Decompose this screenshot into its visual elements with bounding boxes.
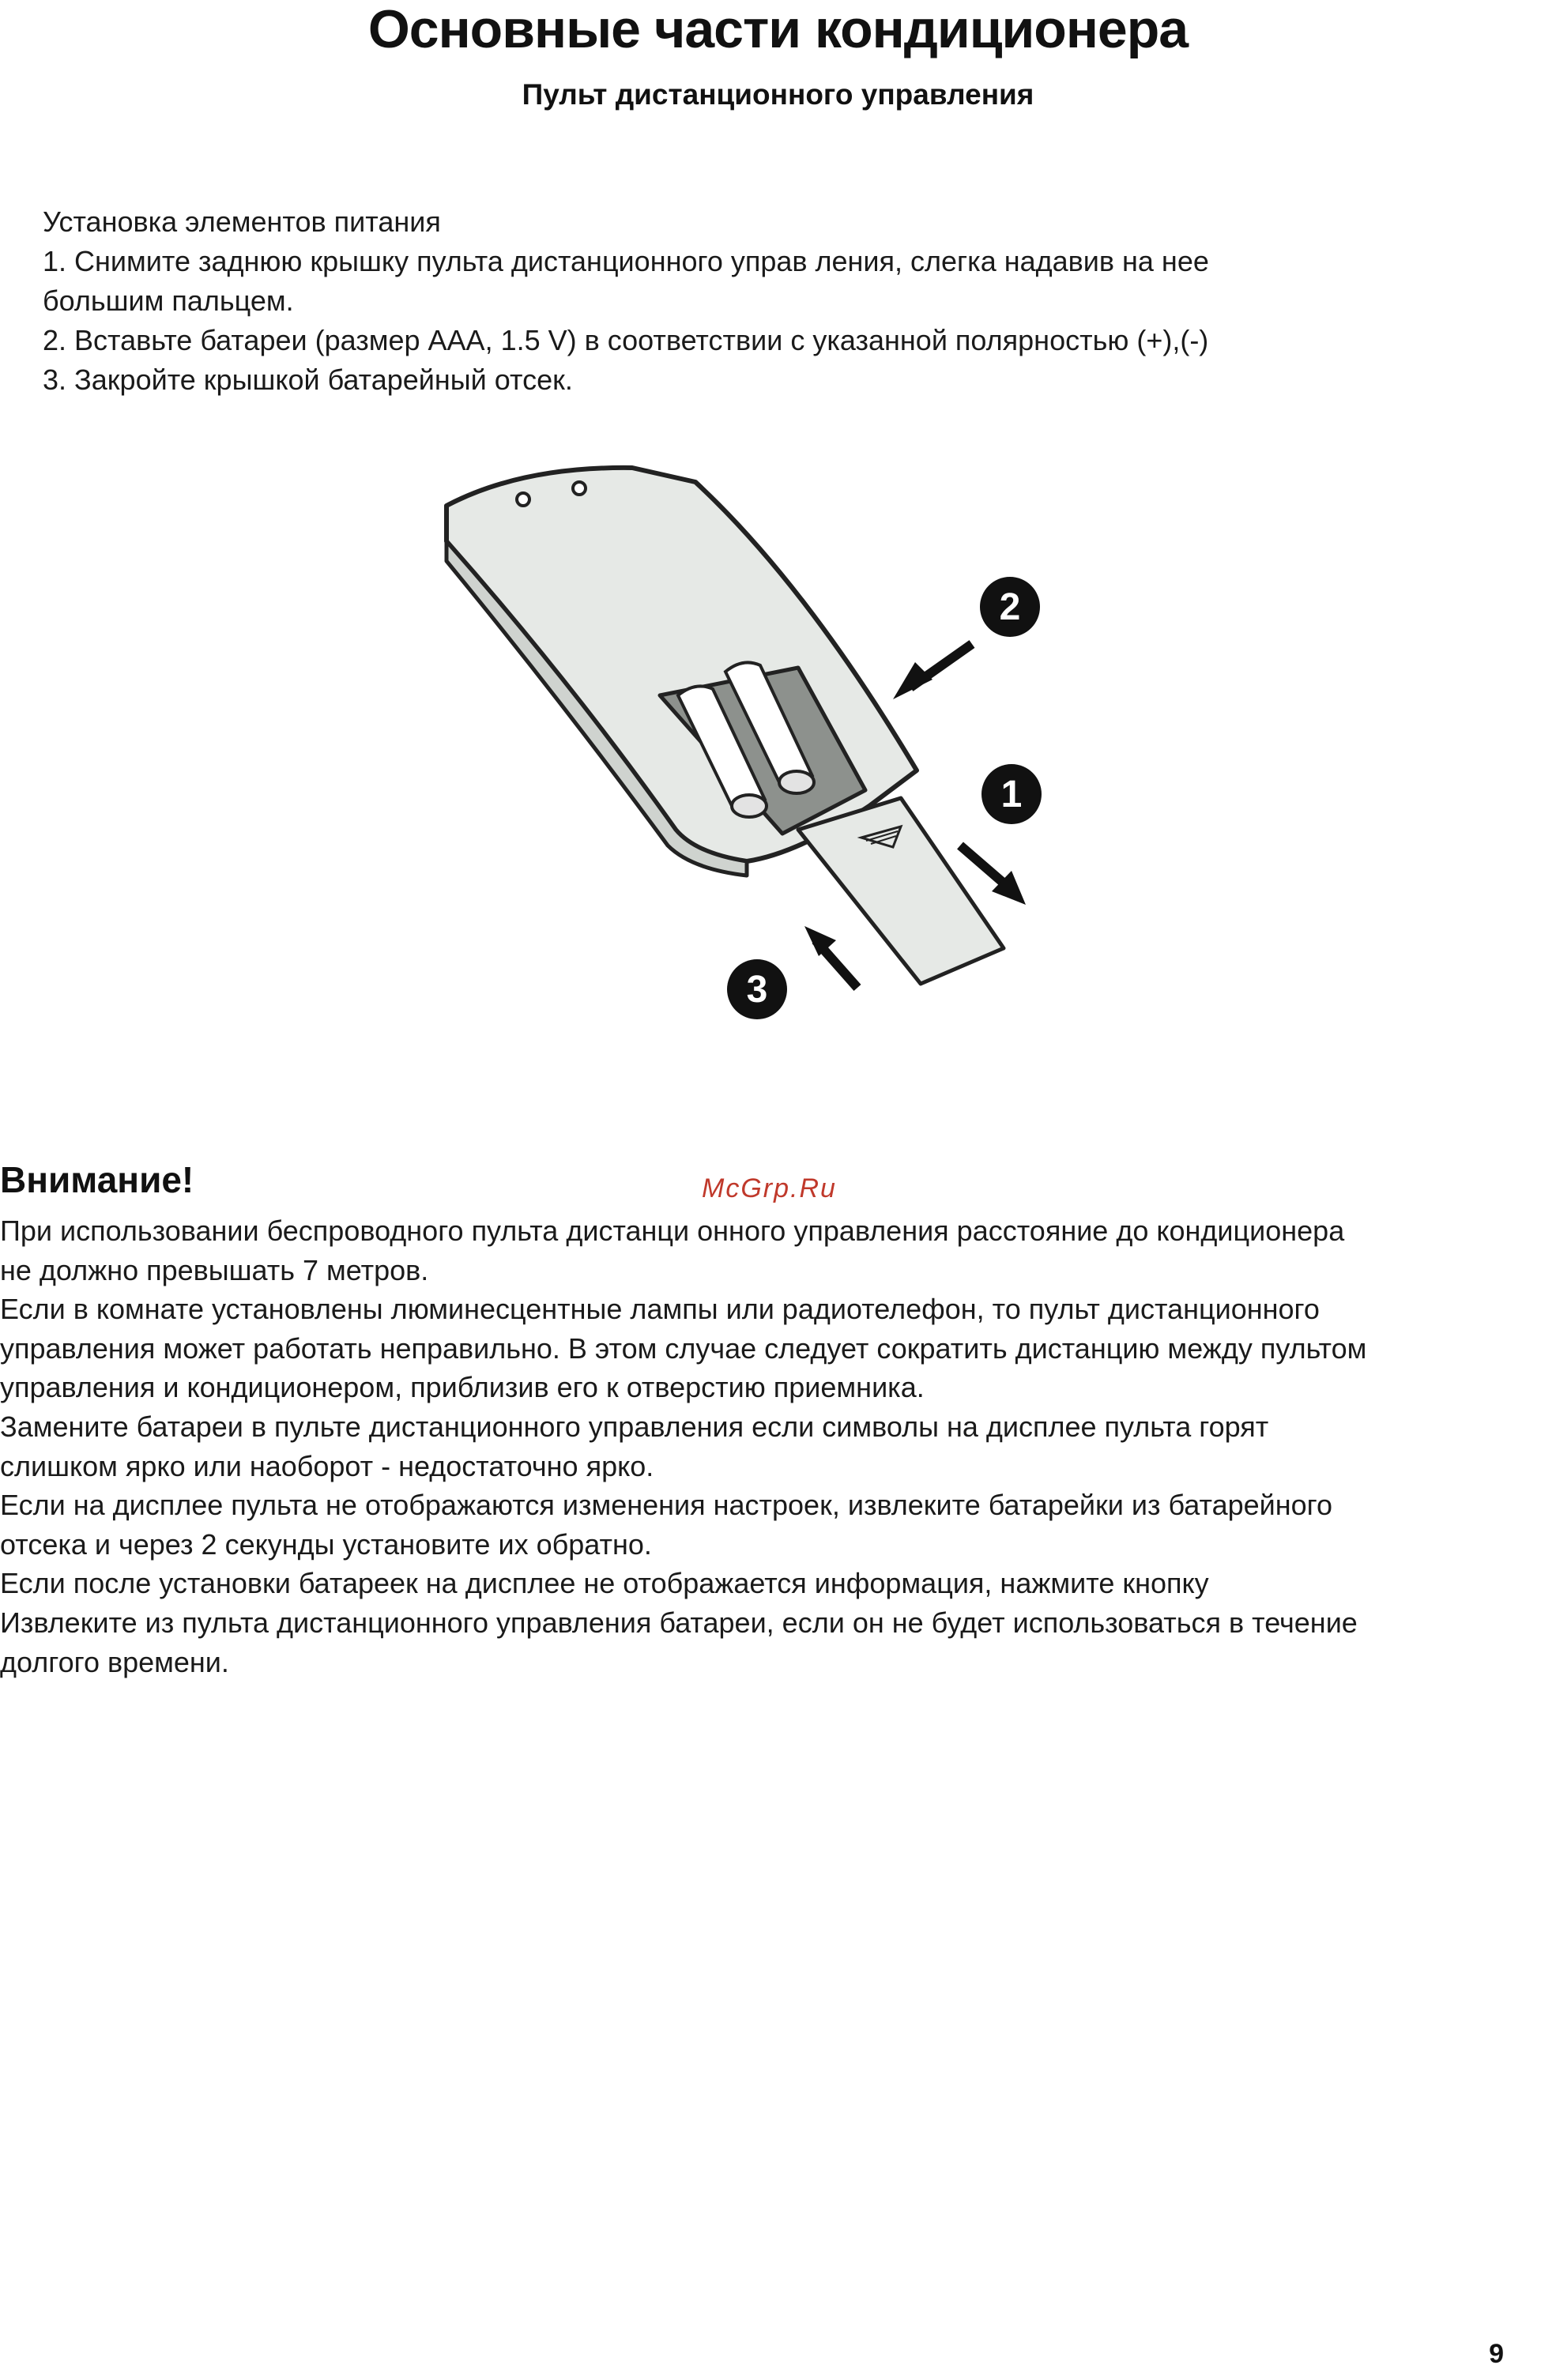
remote-control-illustration bbox=[446, 468, 1004, 984]
warning-line: не должно превышать 7 метров. bbox=[0, 1253, 429, 1286]
svg-text:3: 3 bbox=[746, 969, 768, 1011]
warning-line: управления может работать неправильно. В этом случае следует сократить дистанцию между пультом bbox=[0, 1331, 1367, 1365]
warning-line: Если на дисплее пульта не отображаются изменения настроек, извлеките батарейки из батарейного bbox=[0, 1489, 1333, 1522]
page-number: 9 bbox=[1489, 2339, 1504, 2369]
marker-2-icon bbox=[980, 577, 1040, 637]
warning-line: При использовании беспроводного пульта дистанци онного управления расстояние до кондиционера bbox=[0, 1214, 1345, 1247]
battery-install-section bbox=[43, 202, 1465, 400]
warning-line: управления и кондиционером, приблизив его к отверстию приемника. bbox=[0, 1371, 925, 1404]
install-line: большим пальцем. bbox=[43, 284, 294, 317]
install-line: 2. Вставьте батареи (размер AAA, 1.5 V) в соответствии с указанной полярностью (+),(-) bbox=[43, 324, 1209, 356]
remote-battery-illustration bbox=[427, 458, 1059, 1043]
svg-text:2: 2 bbox=[999, 586, 1021, 628]
marker-3-icon bbox=[727, 959, 787, 1019]
warning-line: Если в комнате установлены люминесцентные лампы или радиотелефон, то пульт дистанционного bbox=[0, 1293, 1320, 1326]
warning-line: долгого времени. bbox=[0, 1645, 229, 1678]
watermark-text: McGrp.Ru bbox=[702, 1173, 837, 1203]
install-heading: Установка элементов питания bbox=[43, 205, 441, 238]
install-line: 3. Закройте крышкой батарейный отсек. bbox=[43, 363, 573, 396]
warning-line: слишком ярко или наоборот - недостаточно ярко. bbox=[0, 1449, 654, 1482]
warning-heading: Внимание! bbox=[0, 1159, 194, 1200]
install-line: 1. Снимите заднюю крышку пульта дистанционного управ ления, слегка надавив на нее bbox=[43, 245, 1209, 277]
svg-text:1: 1 bbox=[1000, 774, 1023, 815]
warning-line: отсека и через 2 секунды установите их обратно. bbox=[0, 1527, 652, 1561]
page-subtitle: Пульт дистанционного управления bbox=[522, 78, 1034, 111]
warning-body bbox=[0, 1211, 1556, 1681]
marker-1-icon bbox=[981, 764, 1042, 824]
warning-line: Если после установки батареек на дисплее не отображается информация, нажмите кнопку bbox=[0, 1567, 1209, 1600]
warning-line: Извлеките из пульта дистанционного управления батареи, если он не будет использоваться в течение bbox=[0, 1606, 1358, 1639]
page-title: Основные части кондиционера bbox=[367, 0, 1189, 59]
warning-line: Замените батареи в пульте дистанционного управления если символы на дисплее пульта горят bbox=[0, 1410, 1269, 1443]
